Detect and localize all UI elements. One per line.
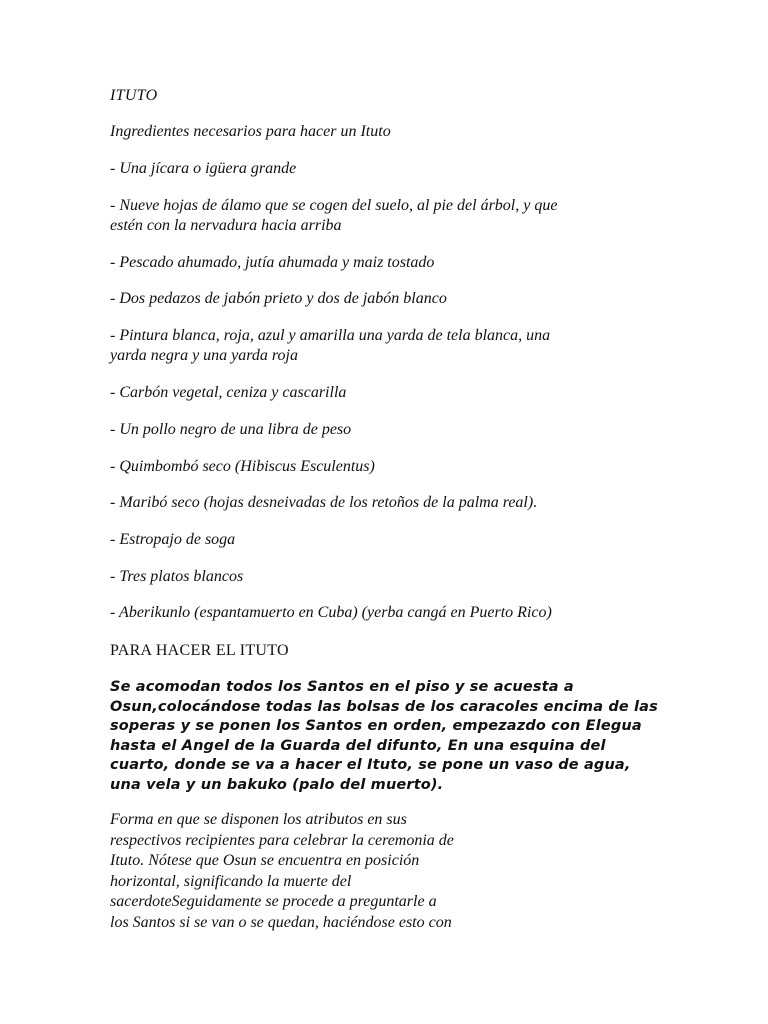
ingredients-intro: Ingredientes necesarios para hacer un Ituto [110, 123, 391, 140]
ingredient-item [110, 493, 537, 513]
ingredient-line: - Dos pedazos de jabón prieto y dos de jabón blanco [110, 290, 447, 307]
ingredient-line: estén con la nervadura hacia arriba [110, 217, 342, 234]
caption-line: horizontal, significando la muerte del [110, 872, 352, 890]
ingredient-line: - Pescado ahumado, jutía ahumada y maiz tostado [110, 254, 435, 271]
caption-paragraph [110, 810, 454, 933]
ingredient-line: - Nueve hojas de álamo que se cogen del suelo, al pie del árbol, y que [110, 197, 558, 214]
ingredient-line: - Un pollo negro de una libra de peso [110, 421, 352, 438]
caption-line: Ituto. Nótese que Osun se encuentra en posición [110, 852, 420, 869]
ingredient-item [110, 326, 550, 366]
caption-line: los Santos si se van o se quedan, haciéndose esto con [110, 913, 452, 931]
document-title: ITUTO [110, 87, 158, 104]
ingredient-item [110, 253, 434, 273]
procedure-line: cuarto, donde se va a hacer el Ituto, se pone un vaso de agua, [110, 757, 631, 774]
section-heading: PARA HACER EL ITUTO [110, 642, 289, 659]
procedure-line: una vela y un bakuko (palo del muerto). [110, 776, 444, 793]
ingredient-item [110, 383, 346, 403]
ingredient-line: - Tres platos blancos [110, 568, 244, 585]
ingredient-line: - Maribó seco (hojas desneivadas de los retoños de la palma real). [110, 494, 538, 511]
ingredient-item [110, 420, 351, 440]
ingredient-item [110, 196, 557, 236]
ingredient-item [110, 159, 296, 179]
ingredient-line: - Pintura blanca, roja, azul y amarilla una yarda de tela blanca, una [110, 327, 551, 344]
ingredient-item [110, 457, 375, 477]
ingredient-item [110, 289, 447, 309]
ingredient-item [110, 530, 235, 550]
procedure-line: soperas y se ponen los Santos en orden, empezazdo con Elegua [110, 718, 642, 735]
procedure-paragraph [110, 678, 658, 796]
ingredient-line: - Carbón vegetal, ceniza y cascarilla [110, 384, 347, 401]
procedure-line: Osun,colocándose todas las bolsas de los caracoles encima de las [110, 698, 658, 715]
ingredient-line: yarda negra y una yarda roja [110, 347, 298, 364]
caption-line: sacerdoteSeguidamente se procede a preguntarle a [110, 893, 437, 910]
ingredient-line: - Quimbombó seco (Hibiscus Esculentus) [110, 458, 375, 475]
ingredient-line: - Estropajo de soga [110, 531, 236, 548]
ingredient-item [110, 567, 243, 587]
caption-line: respectivos recipientes para celebrar la ceremonia de [110, 831, 454, 849]
caption-line: Forma en que se disponen los atributos en sus [110, 811, 407, 828]
ingredient-line: - Aberikunlo (espantamuerto en Cuba) (yerba cangá en Puerto Rico) [110, 604, 552, 621]
procedure-line: Se acomodan todos los Santos en el piso y se acuesta a [110, 679, 574, 695]
procedure-line: hasta el Angel de la Guarda del difunto, En una esquina del [110, 737, 606, 754]
ingredient-item [110, 603, 552, 623]
ingredient-line: - Una jícara o igüera grande [110, 160, 297, 177]
